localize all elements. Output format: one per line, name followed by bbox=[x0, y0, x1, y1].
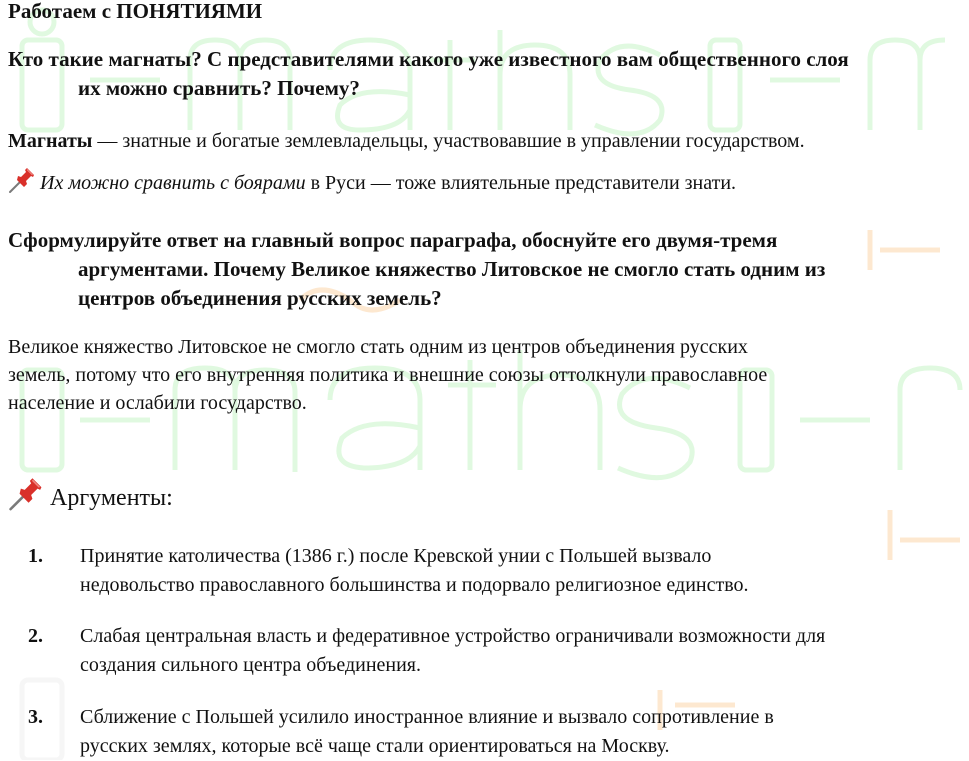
comparison-text: в Руси — тоже влиятельные представители знати. bbox=[305, 172, 737, 194]
question-line: их можно сравнить? Почему? bbox=[78, 76, 360, 100]
argument-text bbox=[80, 542, 965, 600]
pushpin-icon bbox=[8, 168, 36, 194]
paragraph-line: земель, потому что его внутренняя политика и внешние союзы оттолкнули православное bbox=[8, 364, 768, 386]
arguments-heading bbox=[8, 478, 173, 515]
question-line: Сформулируйте ответ на главный вопрос параграфа, обоснуйте его двумя-тремя bbox=[8, 228, 778, 252]
question-main bbox=[8, 226, 963, 313]
argument-line: русских землях, которые всё чаще стали ориентироваться на Москву. bbox=[80, 735, 670, 757]
argument-line: Слабая центральная власть и федеративное устройство ограничивали возможности для bbox=[80, 625, 826, 647]
paragraph-line: население и ослабили государство. bbox=[8, 392, 307, 414]
comparison-italic: Их можно сравнить с боярами bbox=[40, 172, 306, 194]
main-answer-paragraph bbox=[8, 333, 928, 417]
definition-text: — знатные и богатые землевладельцы, участвовавшие в управлении государством. bbox=[92, 130, 805, 152]
argument-line: Сближение с Польшей усилило иностранное влияние и вызвало сопротивление в bbox=[80, 706, 774, 728]
argument-number: 3. bbox=[28, 706, 43, 728]
answer-comparison bbox=[8, 168, 736, 196]
argument-line: недовольство православного большинства и подорвало религиозное единство. bbox=[80, 574, 749, 596]
argument-number: 2. bbox=[28, 625, 43, 647]
argument-item bbox=[0, 622, 969, 680]
paragraph-line: Великое княжество Литовское не смогло стать одним из центров объединения русских bbox=[8, 336, 748, 358]
arguments-heading-text: Аргументы: bbox=[50, 485, 173, 511]
question-magnates bbox=[8, 45, 963, 103]
section-title: Работаем с ПОНЯТИЯМИ bbox=[8, 0, 263, 23]
question-line: центров объединения русских земель? bbox=[78, 286, 442, 310]
argument-number: 1. bbox=[28, 545, 43, 567]
pushpin-icon bbox=[8, 478, 44, 512]
argument-text bbox=[80, 622, 965, 680]
question-line: аргументами. Почему Великое княжество Литовское не смогло стать одним из bbox=[78, 257, 826, 281]
answer-definition bbox=[8, 128, 805, 154]
question-line: Кто такие магнаты? С представителями какого уже известного вам общественного слоя bbox=[8, 47, 849, 71]
term-magnates: Магнаты bbox=[8, 130, 93, 152]
argument-item bbox=[0, 703, 969, 761]
argument-text bbox=[80, 703, 965, 761]
argument-item bbox=[0, 542, 969, 600]
argument-line: создания сильного центра объединения. bbox=[80, 654, 422, 676]
argument-line: Принятие католичества (1386 г.) после Кревской унии с Польшей вызвало bbox=[80, 545, 712, 567]
